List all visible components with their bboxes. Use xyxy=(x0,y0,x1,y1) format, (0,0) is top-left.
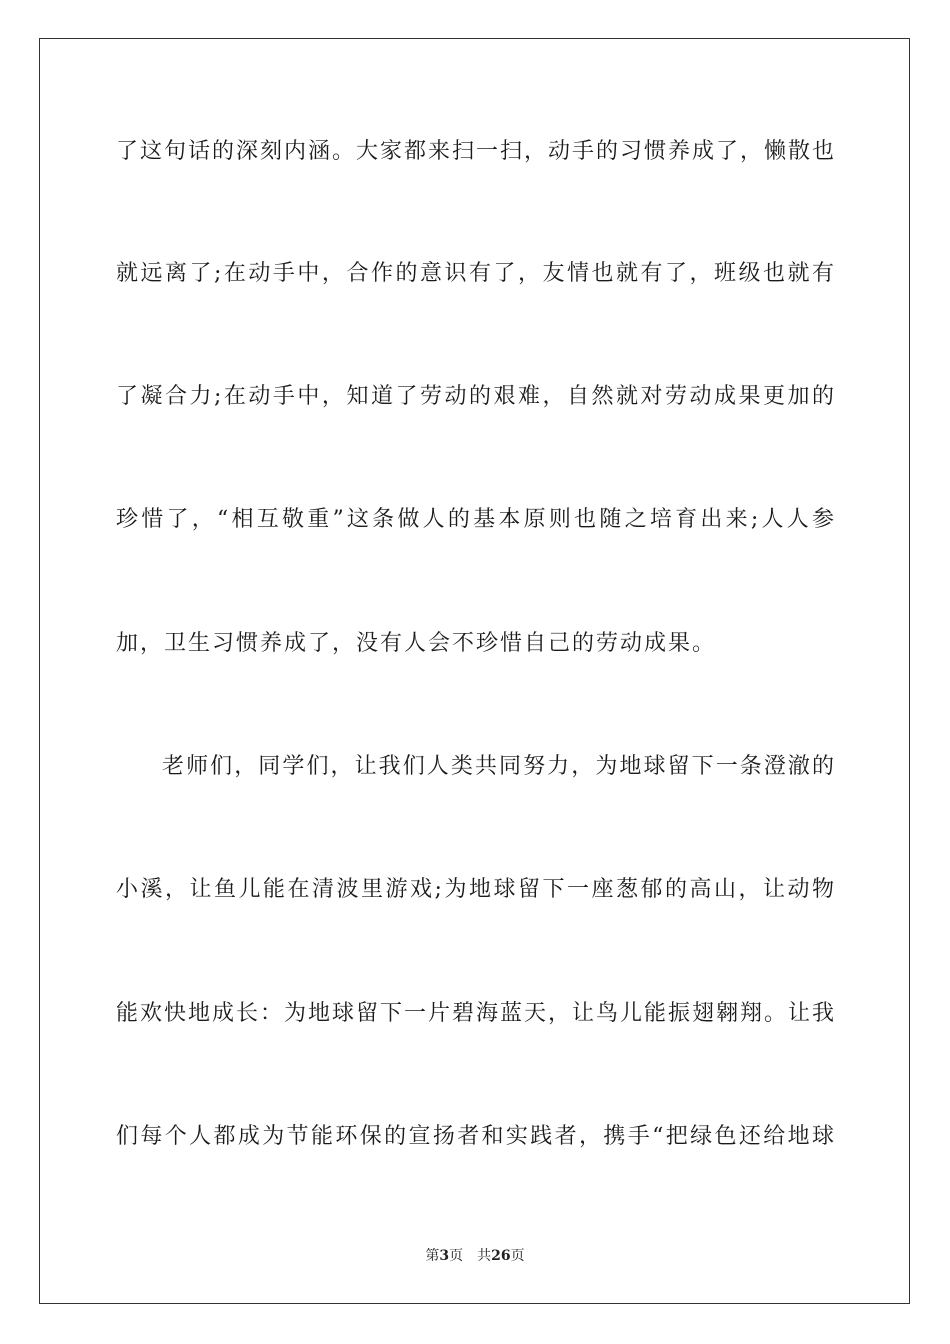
footer-total-suffix: 页 xyxy=(510,1248,525,1264)
page-border xyxy=(39,38,910,1304)
body-line-3: 了凝合力;在动手中，知道了劳动的艰难，自然就对劳动成果更加的 xyxy=(116,384,836,409)
body-line-6: 老师们，同学们，让我们人类共同努力，为地球留下一条澄澈的 xyxy=(162,754,836,779)
footer-page-suffix: 页 xyxy=(449,1248,464,1264)
page-footer xyxy=(0,1247,950,1265)
body-line-4: 珍惜了，“相互敬重”这条做人的基本原则也随之培育出来;人人参 xyxy=(116,507,836,532)
body-line-1: 了这句话的深刻内涵。大家都来扫一扫，动手的习惯养成了，懒散也 xyxy=(116,139,837,164)
footer-page-number: 3 xyxy=(439,1248,450,1264)
body-line-8: 能欢快地成长：为地球留下一片碧海蓝天，让鸟儿能振翅翱翔。让我 xyxy=(116,1001,837,1026)
footer-page-prefix: 第 xyxy=(425,1248,440,1264)
footer-total-pages: 26 xyxy=(491,1248,511,1264)
body-line-7: 小溪，让鱼儿能在清波里游戏;为地球留下一座葱郁的高山，让动物 xyxy=(116,877,836,902)
footer-total-prefix: 共 xyxy=(477,1248,492,1264)
body-line-5: 加，卫生习惯养成了，没有人会不珍惜自己的劳动成果。 xyxy=(116,631,717,656)
body-line-9: 们每个人都成为节能环保的宣扬者和实践者，携手“把绿色还给地球 xyxy=(116,1124,836,1149)
body-line-2: 就远离了;在动手中，合作的意识有了，友情也就有了，班级也就有 xyxy=(116,261,836,286)
